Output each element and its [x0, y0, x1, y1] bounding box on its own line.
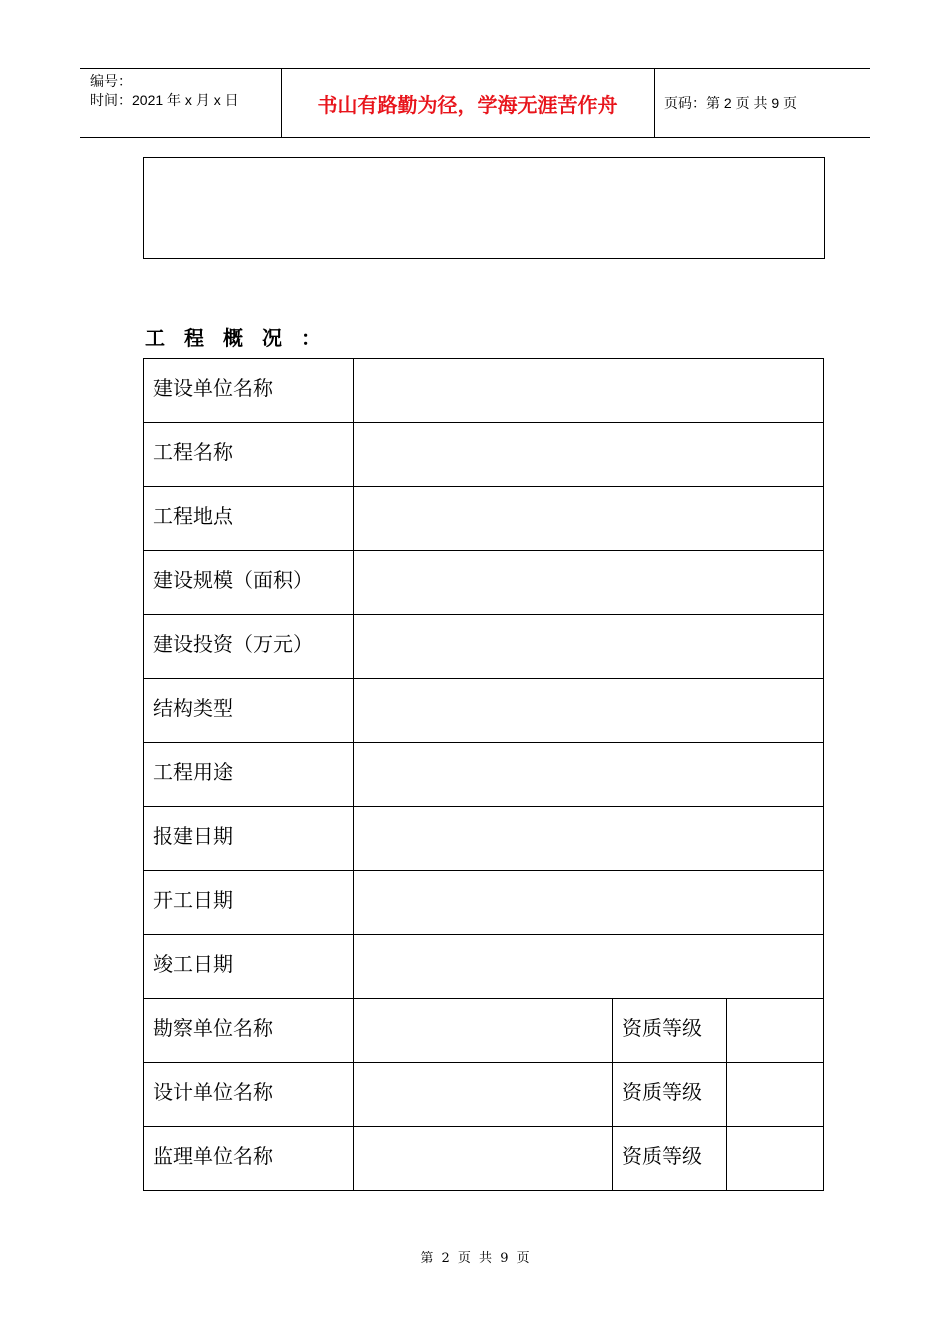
grade-value-cell[interactable] [727, 1063, 824, 1127]
header-page-info: 页码：第 2 页 共 9 页 [664, 95, 798, 111]
table-row [144, 743, 824, 807]
table-row [144, 551, 824, 615]
header-motto: 书山有路勤为径，学海无涯苦作舟 [317, 92, 618, 117]
value-cell[interactable] [354, 999, 613, 1063]
project-overview-table [143, 358, 824, 1191]
table-row [144, 807, 824, 871]
table-row [144, 679, 824, 743]
value-cell[interactable] [354, 935, 824, 999]
header-divider [654, 69, 655, 137]
row-label: 工程名称 [144, 423, 354, 487]
row-label: 勘察单位名称 [144, 999, 354, 1063]
page-footer: 第 2 页 共 9 页 [420, 1251, 530, 1266]
grade-label: 资质等级 [613, 1127, 727, 1191]
section-title: 工程概况： [145, 326, 340, 350]
table-row [144, 615, 824, 679]
row-label: 建设投资（万元） [144, 615, 354, 679]
value-cell[interactable] [354, 359, 824, 423]
row-label: 建设规模（面积） [144, 551, 354, 615]
table-row [144, 487, 824, 551]
grade-label: 资质等级 [613, 1063, 727, 1127]
row-label: 设计单位名称 [144, 1063, 354, 1127]
row-label: 工程地点 [144, 487, 354, 551]
table-row [144, 359, 824, 423]
table-row [144, 871, 824, 935]
row-label: 开工日期 [144, 871, 354, 935]
blank-box [143, 157, 825, 259]
value-cell[interactable] [354, 1063, 613, 1127]
value-cell[interactable] [354, 1127, 613, 1191]
serial-label: 编号： [90, 73, 132, 89]
value-cell[interactable] [354, 551, 824, 615]
row-label: 报建日期 [144, 807, 354, 871]
grade-value-cell[interactable] [727, 999, 824, 1063]
value-cell[interactable] [354, 679, 824, 743]
row-label: 结构类型 [144, 679, 354, 743]
table-row [144, 999, 824, 1063]
grade-label: 资质等级 [613, 999, 727, 1063]
value-cell[interactable] [354, 807, 824, 871]
header-meta [90, 72, 239, 110]
grade-value-cell[interactable] [727, 1127, 824, 1191]
row-label: 建设单位名称 [144, 359, 354, 423]
table-row [144, 935, 824, 999]
row-label: 监理单位名称 [144, 1127, 354, 1191]
value-cell[interactable] [354, 487, 824, 551]
value-cell[interactable] [354, 423, 824, 487]
page-header [80, 68, 870, 138]
table-row [144, 1063, 824, 1127]
value-cell[interactable] [354, 615, 824, 679]
table-row [144, 1127, 824, 1191]
value-cell[interactable] [354, 871, 824, 935]
time-label: 时间：2021 年 x 月 x 日 [90, 92, 239, 108]
row-label: 竣工日期 [144, 935, 354, 999]
row-label: 工程用途 [144, 743, 354, 807]
table-row [144, 423, 824, 487]
value-cell[interactable] [354, 743, 824, 807]
